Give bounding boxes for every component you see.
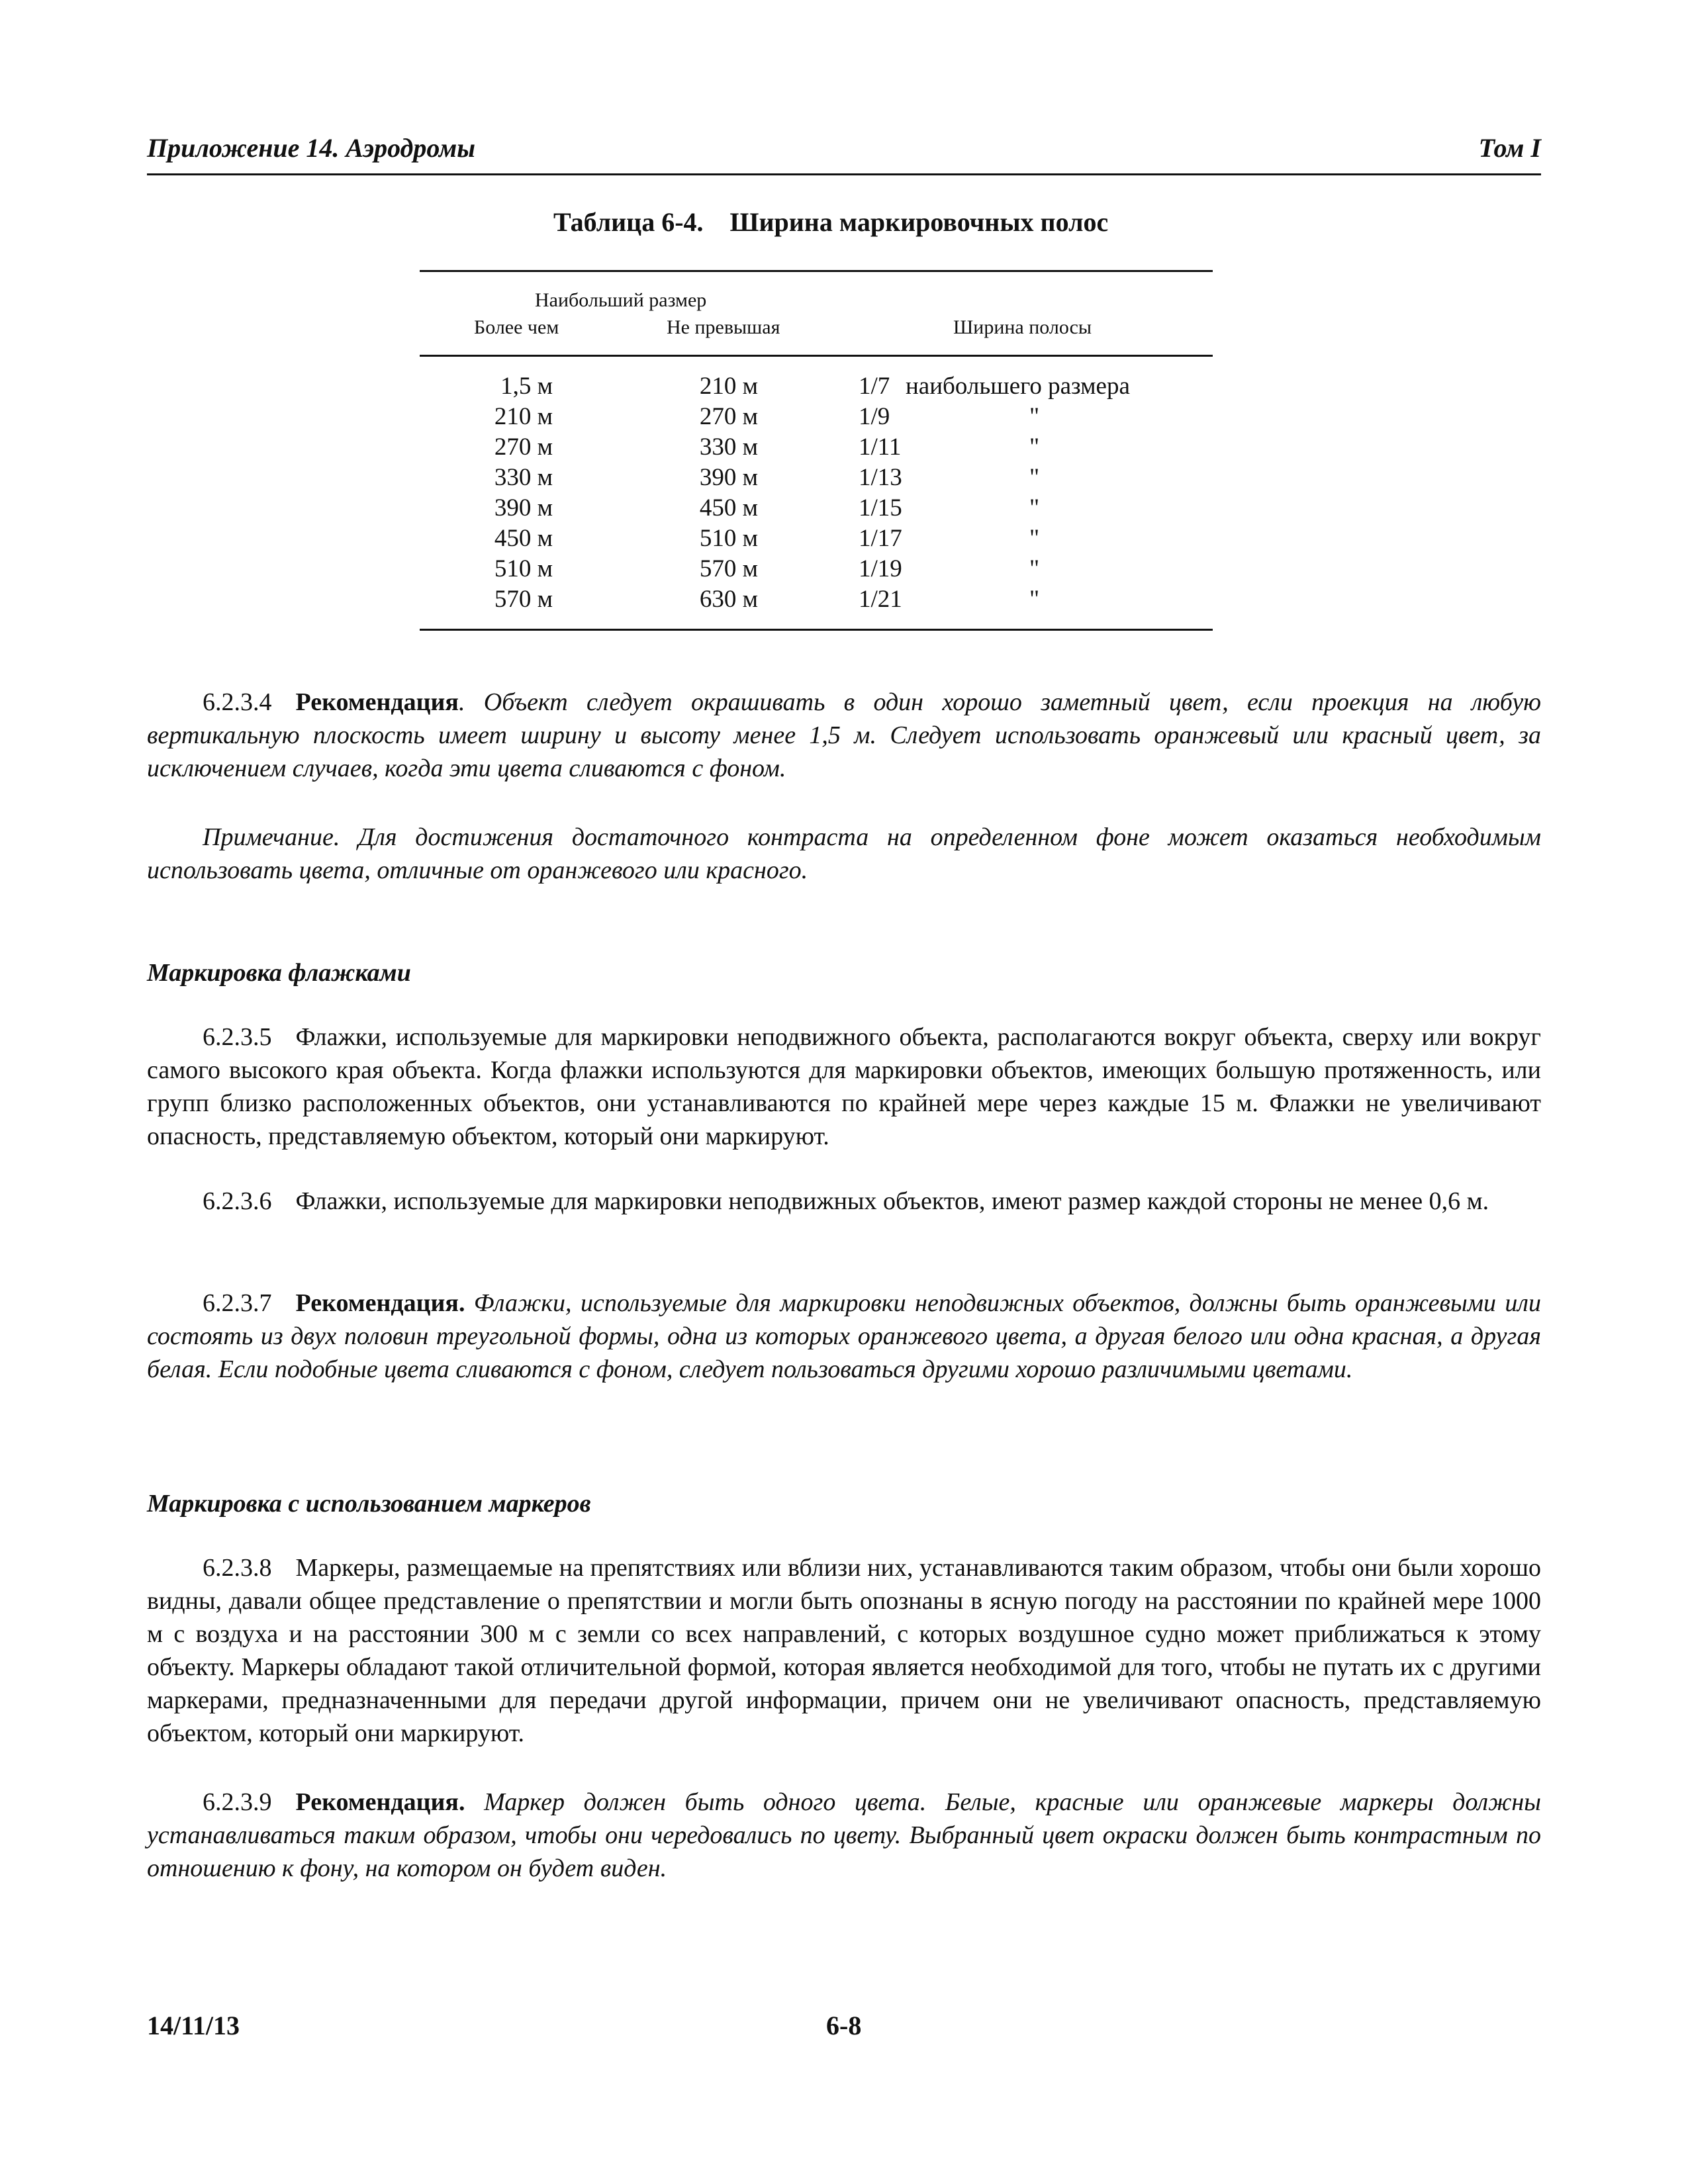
table-cell: 1/21	[859, 586, 902, 613]
paragraph-6-2-3-5	[147, 1021, 1541, 1153]
table-header-not-exceeding: Не превышая	[667, 316, 780, 338]
paragraph-number: 6.2.3.9	[203, 1788, 272, 1816]
running-header-title: Приложение 14. Аэродромы	[147, 133, 476, 163]
table-cell: 390 м	[699, 464, 758, 491]
table-cell: 390 м	[494, 494, 553, 522]
paragraph-number: 6.2.3.7	[203, 1289, 272, 1317]
table-cell: 630 м	[699, 586, 758, 613]
table-cell: "	[1029, 403, 1040, 430]
table-cell: "	[1029, 525, 1040, 552]
page-number: 6-8	[826, 2011, 862, 2040]
recommendation-label: Рекомендация.	[295, 1289, 465, 1317]
paragraph-number: 6.2.3.8	[203, 1554, 272, 1582]
table-title: Таблица 6-4. Ширина маркировочных полос	[553, 207, 1109, 237]
table-cell: 270 м	[699, 403, 758, 430]
table-cell: 510 м	[494, 555, 553, 582]
table-cell: 1/19	[859, 555, 902, 582]
table-cell: 270 м	[494, 433, 553, 461]
table-header-more-than: Более чем	[474, 316, 559, 338]
table-cell: 570 м	[494, 586, 553, 613]
paragraph-text: Маркер должен быть одного цвета. Белые, красные или оранжевые маркеры должны устанавливаться таким образом, чтобы они чередовались по цвету. Выбранный цвет окраски должен быть контрастным по отношению к фону, на котором он будет виден.	[147, 1788, 1542, 1882]
section-heading-flags: Маркировка флажками	[147, 959, 411, 987]
table-cell: 210 м	[699, 373, 758, 400]
section-heading-markers: Маркировка с использованием маркеров	[147, 1490, 591, 1518]
table-cell: "	[1029, 433, 1040, 461]
table-group-header: Наибольший размер	[535, 289, 707, 311]
table-cell: 450 м	[699, 494, 758, 522]
paragraph-number: 6.2.3.6	[203, 1187, 272, 1215]
paragraph-text: . Объект следует окрашивать в один хорошо заметный цвет, если проекция на любую вертикальную плоскость имеет ширину и высоту менее 1,5 м. Следует использовать оранжевый или красный цвет, за исключением случаев, когда эти цвета сливаются с фоном.	[147, 688, 1541, 782]
table-cell: 570 м	[699, 555, 758, 582]
table-cell: 1/11	[859, 433, 902, 461]
table-cell: 330 м	[494, 464, 553, 491]
table-cell: 210 м	[494, 403, 553, 430]
paragraph-6-2-3-9	[147, 1786, 1541, 1885]
footer-date: 14/11/13	[147, 2011, 240, 2040]
recommendation-label: Рекомендация.	[295, 1788, 465, 1816]
table-cell: "	[1029, 586, 1040, 613]
table-cell: 510 м	[699, 525, 758, 552]
paragraph-text: Флажки, используемые для маркировки неподвижных объектов, должны быть оранжевыми или состоять из двух половин треугольной формы, одна из которых оранжевого цвета, а другая белого или одна красная, а другая белая. Если подобные цвета сливаются с фоном, следует пользоваться другими хорошо различимыми цветами.	[147, 1289, 1541, 1383]
header-rule	[147, 173, 1541, 175]
table-cell: 1/7	[859, 373, 890, 400]
note-paragraph: Примечание. Для достижения достаточного контраста на определенном фоне может оказаться необходимым использовать цвета, отличные от оранжевого или красного.	[147, 823, 1541, 884]
table-cell: 1/15	[859, 494, 902, 522]
paragraph-text: Маркеры, размещаемые на препятствиях или вблизи них, устанавливаются таким образом, чтобы они были хорошо видны, давали общее представление о препятствии и могли быть опознаны в ясную погоду на расстоянии по крайней мере 1000 м с воздуха и на расстоянии 300 м с земли со всех направлений, с которых воздушное судно может приближаться к этому объекту. Маркеры обладают такой отличительной формой, которая является необходимой для того, чтобы не путать их с другими маркерами, предназначенными для передачи другой информации, причем они не увеличивают опасность, представляемую объектом, который они маркируют.	[147, 1554, 1541, 1747]
paragraph-6-2-3-7	[147, 1287, 1541, 1386]
table-cell: 450 м	[494, 525, 553, 552]
table-cell: 1,5 м	[500, 373, 553, 400]
table-cell: "	[1029, 464, 1040, 491]
table-cell: 1/13	[859, 464, 902, 491]
paragraph-6-2-3-8	[147, 1551, 1541, 1750]
paragraph-number: 6.2.3.4	[203, 688, 272, 716]
paragraph-6-2-3-4	[147, 686, 1541, 785]
paragraph-text: Флажки, используемые для маркировки неподвижных объектов, имеют размер каждой стороны не менее 0,6 м.	[295, 1187, 1489, 1215]
table-cell: 1/17	[859, 525, 902, 552]
table-cell: "	[1029, 494, 1040, 522]
paragraph-text: Флажки, используемые для маркировки неподвижного объекта, располагаются вокруг объекта, сверху или вокруг самого высокого края объекта. Когда флажки используются для маркировки объектов, имеющих большую протяженность, или групп близко расположенных объектов, они устанавливаются по крайней мере через каждые 15 м. Флажки не увеличивают опасность, представляемую объектом, который они маркируют.	[147, 1023, 1541, 1150]
paragraph-6-2-3-6	[147, 1185, 1541, 1218]
table-header-width: Ширина полосы	[953, 316, 1092, 338]
table-top-rule	[420, 270, 1213, 272]
table-header-rule	[420, 355, 1213, 357]
paragraph-number: 6.2.3.5	[203, 1023, 272, 1051]
table-cell: "	[1029, 555, 1040, 582]
table-cell: 330 м	[699, 433, 758, 461]
table-cell: наибольшего размера	[906, 373, 1130, 400]
running-header-volume: Том I	[1478, 133, 1541, 163]
table-bottom-rule	[420, 629, 1213, 631]
recommendation-label: Рекомендация	[295, 688, 459, 716]
table-cell: 1/9	[859, 403, 890, 430]
